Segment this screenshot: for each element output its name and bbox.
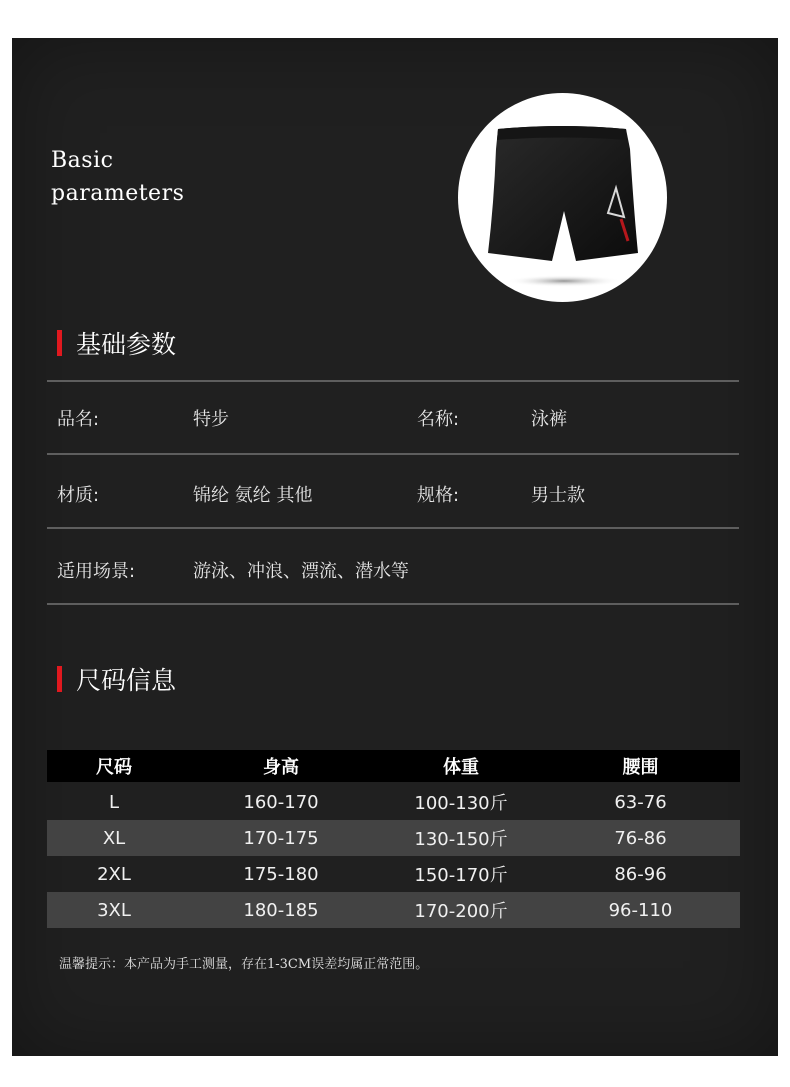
- basic-title-line-1: Basic: [51, 148, 114, 173]
- param-label-spec: 规格:: [417, 485, 460, 506]
- cell-size: 2XL: [97, 863, 131, 885]
- basic-title-line-2: parameters: [51, 181, 185, 206]
- table-row: [47, 820, 740, 856]
- table-row: [47, 892, 740, 928]
- cell-height: 160-170: [243, 791, 319, 813]
- cell-size: L: [108, 791, 120, 813]
- table-row: [47, 856, 740, 892]
- param-label-name: 名称:: [417, 409, 460, 430]
- swim-trunks-illustration: [458, 93, 667, 302]
- header-height: 身高: [263, 757, 299, 778]
- section-size-info-heading: [57, 664, 176, 694]
- divider: [47, 527, 739, 529]
- cell-height: 180-185: [243, 899, 319, 921]
- product-image: [458, 93, 667, 302]
- section-size-info-title: 尺码信息: [76, 666, 177, 695]
- divider: [47, 603, 739, 605]
- param-value-name: 泳裤: [531, 409, 567, 430]
- param-label-material: 材质:: [57, 485, 100, 506]
- content-panel: [12, 38, 778, 1056]
- size-table: [47, 750, 740, 928]
- cell-waist: 86-96: [614, 863, 667, 885]
- param-value-brand: 特步: [193, 409, 229, 430]
- section-basic-params-title: 基础参数: [76, 330, 177, 359]
- cell-size: XL: [102, 827, 126, 849]
- header-weight: 体重: [443, 757, 479, 778]
- param-label-brand: 品名:: [57, 409, 100, 430]
- param-label-scenes: 适用场景:: [57, 561, 136, 582]
- header-size: 尺码: [96, 757, 132, 778]
- section-basic-params-heading: [57, 328, 176, 358]
- cell-waist: 96-110: [608, 899, 673, 921]
- cell-waist: 76-86: [614, 827, 667, 849]
- param-value-spec: 男士款: [531, 485, 585, 506]
- accent-bar: [57, 330, 62, 356]
- accent-bar: [57, 666, 62, 692]
- cell-size: 3XL: [97, 899, 131, 921]
- cell-height: 175-180: [243, 863, 319, 885]
- param-value-material: 锦纶 氨纶 其他: [193, 485, 313, 506]
- measurement-note: 温馨提示：本产品为手工测量，存在1-3CM误差均属正常范围。: [59, 957, 429, 972]
- param-value-scenes: 游泳、冲浪、漂流、潜水等: [193, 561, 409, 582]
- cell-height: 170-175: [243, 827, 319, 849]
- divider: [47, 453, 739, 455]
- cell-weight: 170-200斤: [414, 901, 508, 922]
- header-waist: 腰围: [622, 757, 659, 778]
- basic-parameters-title: [51, 144, 184, 210]
- cell-weight: 150-170斤: [414, 865, 508, 886]
- cell-waist: 63-76: [614, 791, 667, 813]
- divider: [47, 380, 739, 382]
- table-row: [47, 784, 740, 820]
- cell-weight: 100-130斤: [414, 793, 508, 814]
- table-header-row: [47, 750, 740, 782]
- cell-weight: 130-150斤: [414, 829, 508, 850]
